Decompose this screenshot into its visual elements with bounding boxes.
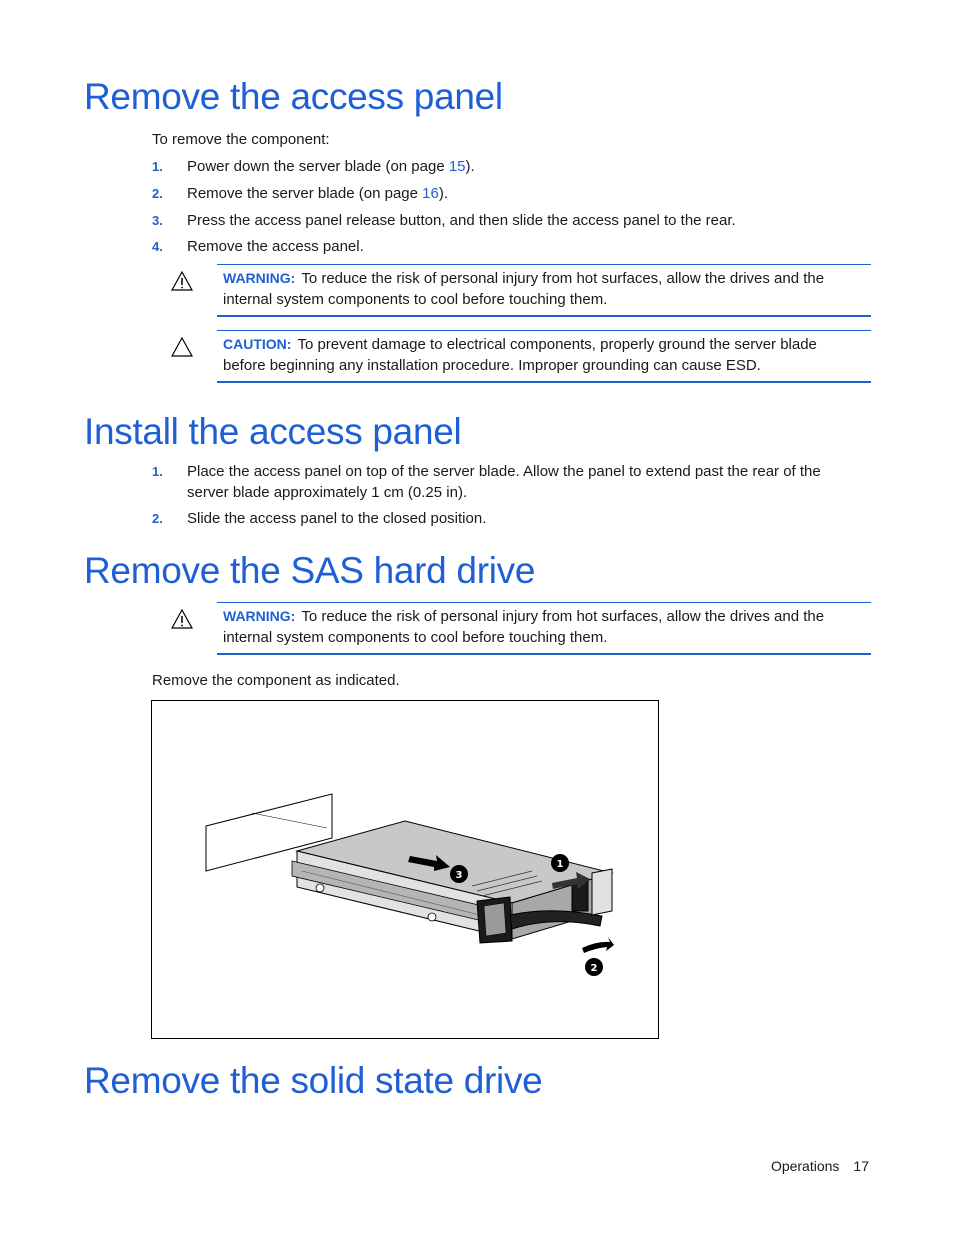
page-number: 17 [853,1158,869,1174]
heading-install-access-panel: Install the access panel [84,411,462,452]
step-number: 3. [152,213,163,228]
callout-3: 3 [455,870,463,881]
sas-drive-removal-illustration [151,700,659,1039]
heading-remove-solid-state-drive: Remove the solid state drive [84,1060,543,1101]
warning-box [217,602,871,655]
step-text: Remove the access panel. [187,238,364,255]
warning-text: To reduce the risk of personal injury from hot surfaces, allow the drives and the internal system components to cool before touching them. [223,608,825,646]
step-number: 1. [152,464,163,479]
page-footer [771,1158,869,1174]
step-number: 2. [152,186,163,201]
intro-text: Remove the component as indicated. [152,672,400,689]
warning-box [217,264,871,317]
warning-label: WARNING: [223,608,296,624]
heading-remove-access-panel: Remove the access panel [84,76,503,117]
warning-text: To reduce the risk of personal injury from hot surfaces, allow the drives and the internal system components to cool before touching them. [223,270,825,308]
hard-drive-illustration [152,701,658,1038]
step-number: 4. [152,239,163,254]
warning-icon [171,271,193,291]
callout-1: 1 [556,859,564,870]
step-text: Place the access panel on top of the server blade. Allow the panel to extend past the rear of the server blade approximately 1 cm (0.25 in). [187,463,821,501]
page-link[interactable]: 16 [422,185,439,202]
heading-remove-sas-hard-drive: Remove the SAS hard drive [84,550,536,591]
caution-label: CAUTION: [223,336,292,352]
footer-section: Operations [770,1158,840,1174]
warning-icon [171,609,193,629]
step-text: Slide the access panel to the closed position. [187,510,487,527]
step-text: Press the access panel release button, and then slide the access panel to the rear. [187,212,736,229]
step-number: 2. [152,511,163,526]
page-link[interactable]: 15 [448,158,466,175]
caution-icon [171,337,193,357]
callout-2: 2 [590,963,598,974]
intro-text: To remove the component: [152,131,330,148]
caution-text: To prevent damage to electrical components, properly ground the server blade before beginning any installation procedure. Improper grounding can cause ESD. [223,336,817,374]
warning-label: WARNING: [223,270,296,286]
step-number: 1. [152,159,163,174]
list-item [152,461,852,503]
caution-box [217,330,871,383]
